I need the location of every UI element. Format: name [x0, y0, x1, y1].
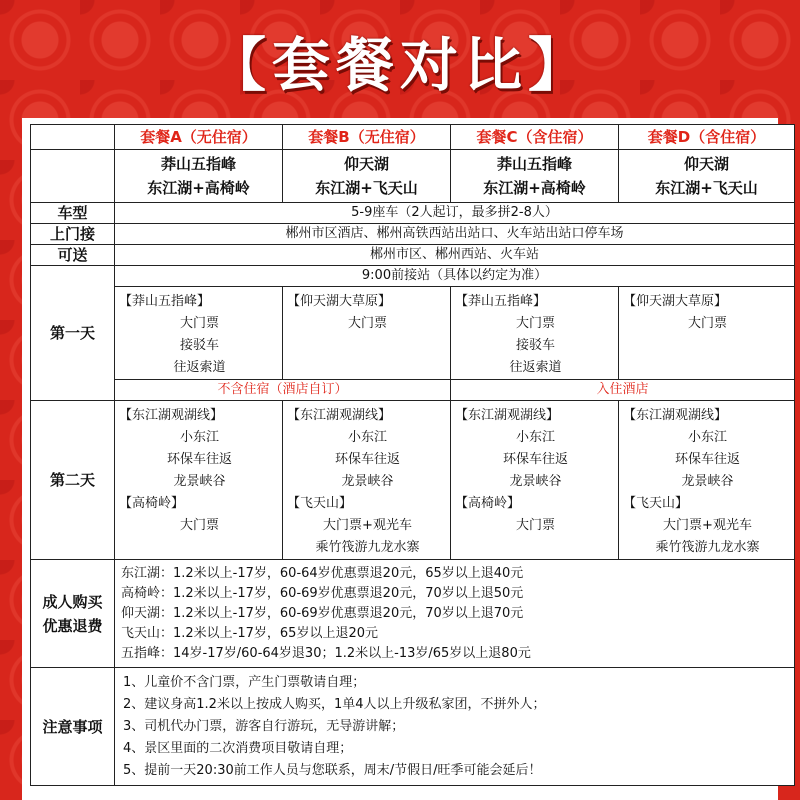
- route-line: 东江湖+飞天山: [315, 179, 418, 197]
- item-line: 乘竹筏游九龙水寨: [315, 540, 420, 555]
- day2-package-c: [451, 401, 619, 560]
- day1-stay-ab: 不含住宿（酒店自订）: [115, 380, 451, 401]
- item-line: 往返索道: [173, 360, 226, 375]
- table-row: [31, 245, 795, 266]
- item-line: 环保车往返: [334, 452, 400, 467]
- item-line: 龙景峡谷: [509, 474, 562, 489]
- day2-package-d: [619, 401, 795, 560]
- item-line: 龙景峡谷: [173, 474, 226, 489]
- day1-pickup-time: 9:00前接站（具体以约定为准）: [115, 266, 795, 287]
- dropoff-value: 郴州市区、郴州西站、火车站: [115, 245, 795, 266]
- item-line: 小东江: [687, 430, 727, 445]
- scenic-tag: 【东江湖观湖线】: [623, 408, 728, 423]
- corner-cell: [31, 125, 115, 150]
- day1-package-c: [451, 287, 619, 380]
- scenic-tag: 【东江湖观湖线】: [455, 408, 560, 423]
- note-line: 3、司机代办门票，游客自行游玩，无导游讲解；: [123, 718, 405, 734]
- item-line: 大门票+观光车: [663, 518, 752, 533]
- scenic-tag: 【莽山五指峰】: [119, 294, 211, 309]
- package-b-route: [283, 150, 451, 203]
- item-line: 大门票: [347, 316, 387, 331]
- item-line: 大门票: [179, 316, 219, 331]
- comparison-panel: [22, 118, 778, 800]
- package-d-route: [619, 150, 795, 203]
- day1-package-d: [619, 287, 795, 380]
- package-a-route: [115, 150, 283, 203]
- refund-line: 仰天湖：1.2米以上-17岁，60-69岁优惠票退20元，70岁以上退70元: [121, 605, 524, 621]
- car-type-value: 5-9座车（2人起订，最多拼2-8人）: [115, 203, 795, 224]
- refund-label-line: 优惠退费: [42, 616, 103, 635]
- item-line: 大门票: [687, 316, 727, 331]
- refund-line: 东江湖：1.2米以上-17岁，60-64岁优惠票退20元，65岁以上退40元: [121, 565, 524, 581]
- pickup-value: 郴州市区酒店、郴州高铁西站出站口、火车站出站口停车场: [115, 224, 795, 245]
- note-line: 2、建议身高1.2米以上按成人购买，1单4人以上升级私家团，不拼外人；: [123, 696, 546, 712]
- day2-package-a: [115, 401, 283, 560]
- item-line: 乘竹筏游九龙水寨: [655, 540, 760, 555]
- scenic-tag: 【飞天山】: [287, 496, 353, 511]
- car-type-label: 车型: [31, 203, 115, 224]
- table-row: [31, 668, 795, 786]
- item-line: 小东江: [179, 430, 219, 445]
- item-line: 往返索道: [509, 360, 562, 375]
- table-row: [31, 266, 795, 287]
- notes-label: 注意事项: [31, 668, 115, 786]
- item-line: 小东江: [347, 430, 387, 445]
- route-line: 仰天湖: [683, 155, 729, 173]
- day1-stay-cd: 入住酒店: [451, 380, 795, 401]
- note-line: 1、儿童价不含门票，产生门票敬请自理；: [123, 674, 366, 690]
- note-line: 4、景区里面的二次消费项目敬请自理；: [123, 740, 353, 756]
- item-line: 环保车往返: [502, 452, 568, 467]
- item-line: 大门票+观光车: [323, 518, 412, 533]
- table-row: [31, 125, 795, 150]
- table-row: [31, 287, 795, 380]
- table-row: [31, 560, 795, 668]
- item-line: 大门票: [515, 518, 555, 533]
- route-label-cell: [31, 150, 115, 203]
- package-d-title: 套餐D（含住宿）: [619, 125, 795, 150]
- scenic-tag: 【仰天湖大草原】: [623, 294, 728, 309]
- item-line: 大门票: [179, 518, 219, 533]
- day2-package-b: [283, 401, 451, 560]
- package-c-title: 套餐C（含住宿）: [451, 125, 619, 150]
- item-line: 接驳车: [179, 338, 219, 353]
- refund-line: 五指峰：14岁-17岁/60-64岁退30；1.2米以上-13岁/65岁以上退80元: [121, 645, 531, 661]
- refund-label: [31, 560, 115, 668]
- item-line: 大门票: [515, 316, 555, 331]
- refund-line: 高椅岭：1.2米以上-17岁，60-69岁优惠票退20元，70岁以上退50元: [121, 585, 524, 601]
- note-line: 5、提前一天20:30前工作人员与您联系，周末/节假日/旺季可能会延后！: [123, 762, 542, 778]
- refund-label-line: 成人购买: [42, 592, 103, 611]
- item-line: 接驳车: [515, 338, 555, 353]
- package-c-route: [451, 150, 619, 203]
- package-comparison-table: [30, 124, 795, 786]
- day2-label: 第二天: [31, 401, 115, 560]
- route-line: 仰天湖: [343, 155, 389, 173]
- pickup-label: 上门接: [31, 224, 115, 245]
- route-line: 莽山五指峰: [160, 155, 236, 173]
- table-row: [31, 224, 795, 245]
- scenic-tag: 【高椅岭】: [119, 496, 185, 511]
- item-line: 环保车往返: [166, 452, 232, 467]
- scenic-tag: 【仰天湖大草原】: [287, 294, 392, 309]
- route-line: 东江湖+飞天山: [655, 179, 758, 197]
- refund-details: [115, 560, 795, 668]
- scenic-tag: 【东江湖观湖线】: [119, 408, 224, 423]
- day1-label: 第一天: [31, 266, 115, 401]
- day1-package-a: [115, 287, 283, 380]
- item-line: 环保车往返: [674, 452, 740, 467]
- package-b-title: 套餐B（无住宿）: [283, 125, 451, 150]
- notes-details: [115, 668, 795, 786]
- item-line: 小东江: [515, 430, 555, 445]
- scenic-tag: 【莽山五指峰】: [455, 294, 547, 309]
- page-title: 【套餐对比】: [207, 31, 592, 99]
- route-line: 莽山五指峰: [496, 155, 572, 173]
- route-line: 东江湖+高椅岭: [483, 179, 586, 197]
- item-line: 龙景峡谷: [341, 474, 394, 489]
- scenic-tag: 【高椅岭】: [455, 496, 521, 511]
- dropoff-label: 可送: [31, 245, 115, 266]
- item-line: 龙景峡谷: [681, 474, 734, 489]
- table-row: [31, 203, 795, 224]
- scenic-tag: 【飞天山】: [623, 496, 689, 511]
- table-row: [31, 380, 795, 401]
- scenic-tag: 【东江湖观湖线】: [287, 408, 392, 423]
- table-row: [31, 150, 795, 203]
- table-row: [31, 401, 795, 560]
- route-line: 东江湖+高椅岭: [147, 179, 250, 197]
- package-a-title: 套餐A（无住宿）: [115, 125, 283, 150]
- refund-line: 飞天山：1.2米以上-17岁，65岁以上退20元: [121, 625, 378, 641]
- day1-package-b: [283, 287, 451, 380]
